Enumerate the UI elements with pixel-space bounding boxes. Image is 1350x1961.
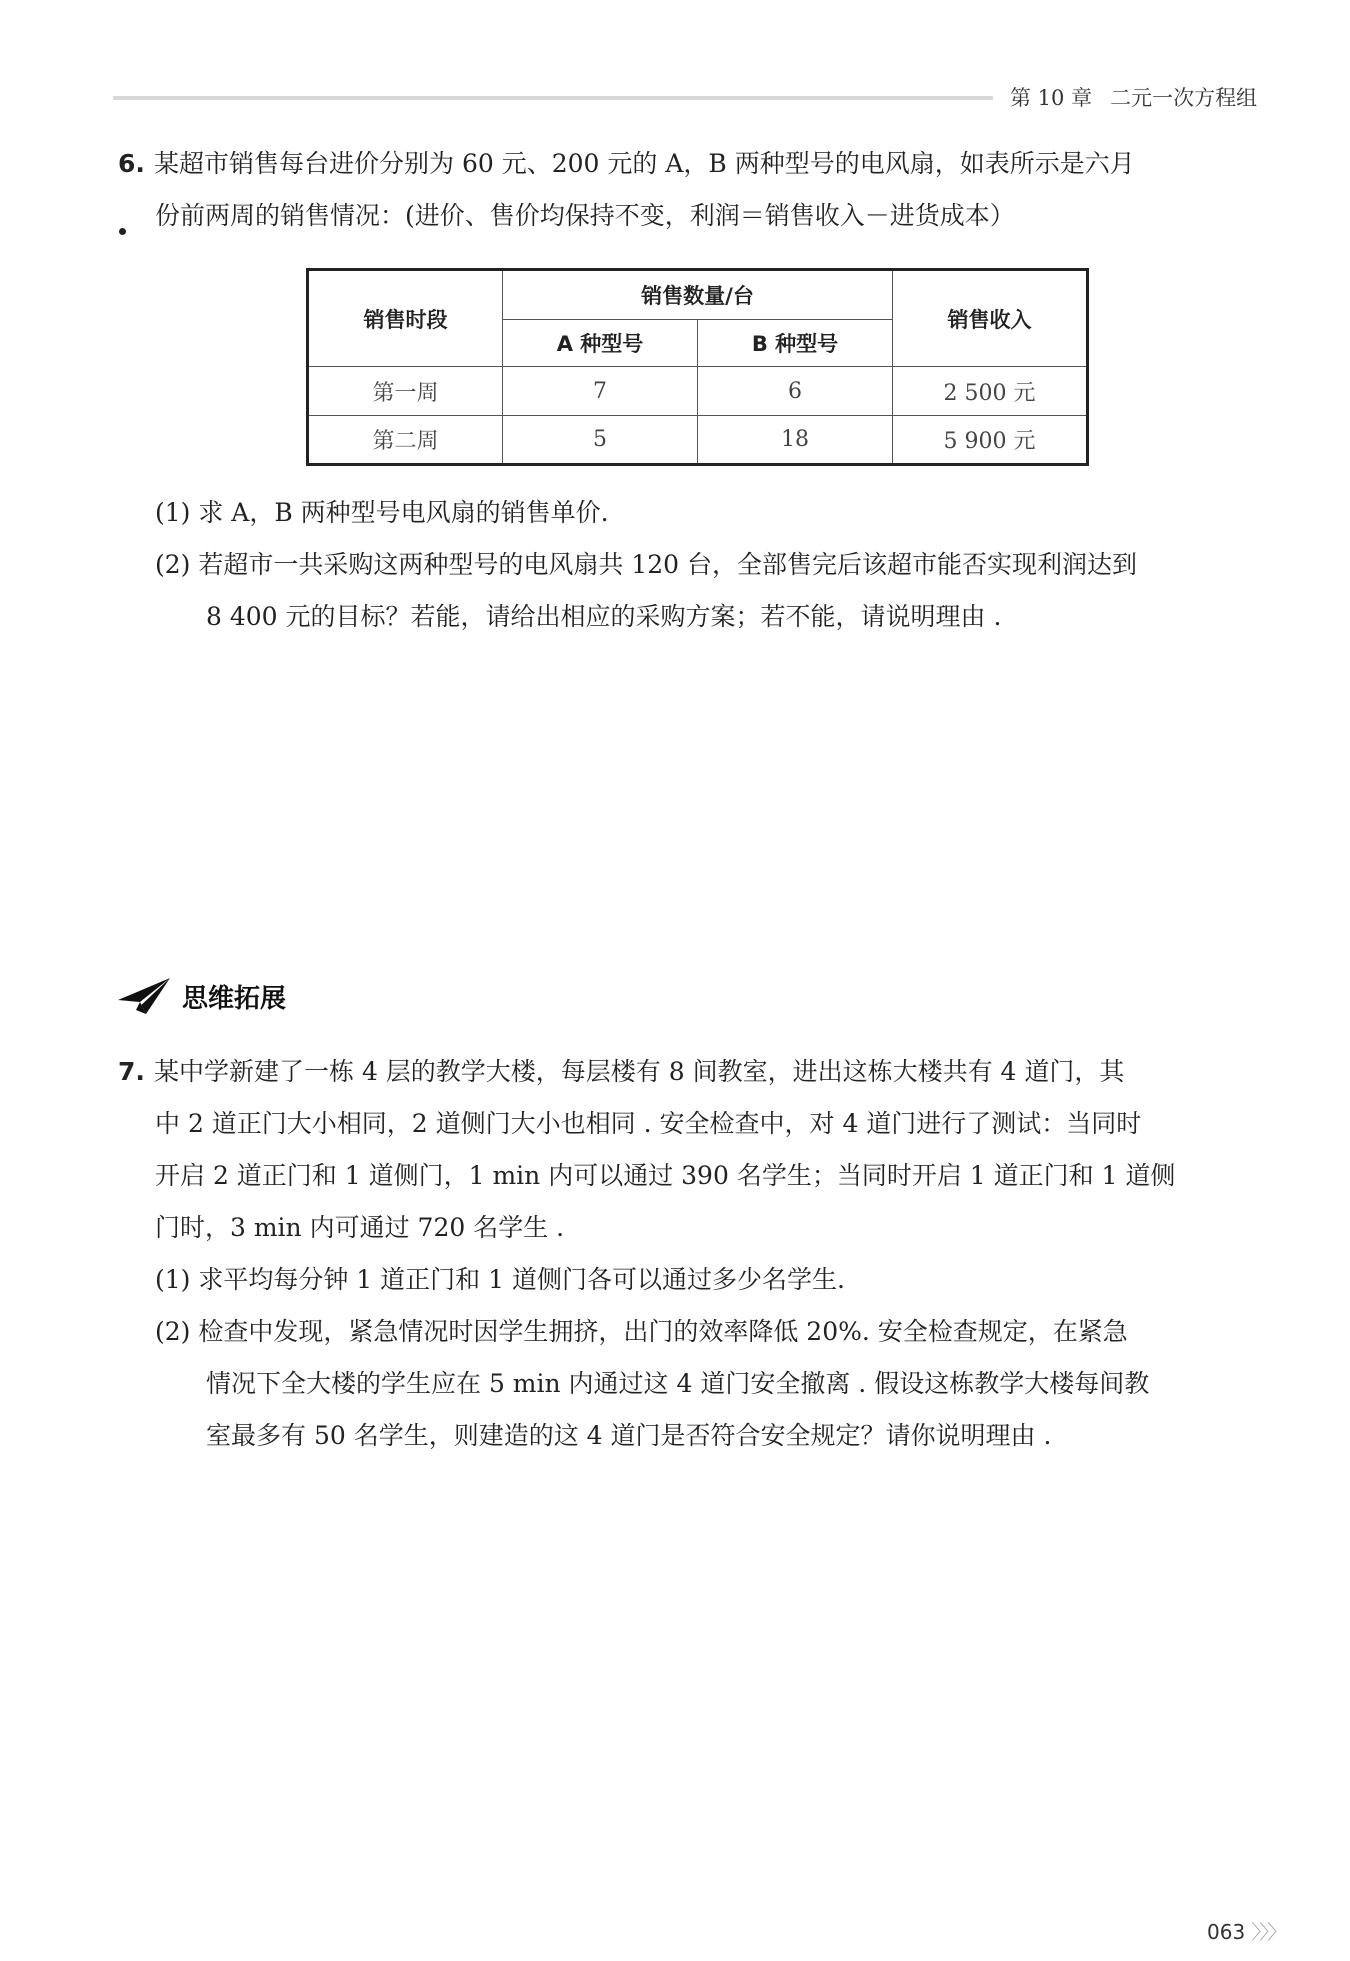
header-period: 销售时段	[308, 270, 503, 367]
problem-7-text-4: 门时，3 min 内可通过 720 名学生 .	[155, 1213, 565, 1242]
cell-period: 第一周	[308, 367, 503, 416]
problem-6-questions	[118, 487, 1248, 643]
question-2: (2) 若超市一共采购这两种型号的电风扇共 120 台，全部售完后该超市能否实现利润达到	[155, 550, 1137, 579]
sales-table	[306, 268, 1089, 466]
problem-7	[118, 1046, 1248, 1462]
chevron-right-icon: 〉〉〉	[1251, 1920, 1286, 1944]
cell-income: 5 900 元	[893, 416, 1088, 465]
header-quantity: 销售数量/台	[503, 270, 893, 320]
paper-plane-icon	[116, 976, 172, 1016]
question-2: (2) 检查中发现，紧急情况时因学生拥挤，出门的效率降低 20%. 安全检查规定，在紧急	[155, 1317, 1128, 1346]
section-header	[116, 972, 416, 1022]
cell-income: 2 500 元	[893, 367, 1088, 416]
bullet-dot	[119, 228, 126, 235]
header-type-a: A 种型号	[503, 320, 698, 367]
problem-6-text-1: 某超市销售每台进价分别为 60 元、200 元的 A，B 两种型号的电风扇，如表所示是六月	[154, 149, 1135, 178]
question-2-continued: 室最多有 50 名学生，则建造的这 4 道门是否符合安全规定？请你说明理由 .	[206, 1421, 1052, 1450]
running-header	[1010, 82, 1258, 112]
table-row	[308, 416, 1088, 465]
problem-6-text-2: 份前两周的销售情况：(进价、售价均保持不变，利润＝销售收入－进货成本）	[155, 201, 1015, 230]
page-number-value: 063	[1207, 1920, 1246, 1944]
chapter-title: 二元一次方程组	[1110, 86, 1258, 110]
header-type-b: B 种型号	[698, 320, 893, 367]
header-income: 销售收入	[893, 270, 1088, 367]
table-row	[308, 367, 1088, 416]
question-1: (1) 求 A，B 两种型号电风扇的销售单价.	[155, 498, 609, 527]
problem-7-text-3: 开启 2 道正门和 1 道侧门，1 min 内可以通过 390 名学生；当同时开启 1 道正门和 1 道侧	[155, 1161, 1176, 1190]
problem-7-text-2: 中 2 道正门大小相同，2 道侧门大小也相同 . 安全检查中，对 4 道门进行了测试：当同时	[155, 1109, 1142, 1138]
cell-period: 第二周	[308, 416, 503, 465]
cell-b: 6	[698, 367, 893, 416]
problem-7-line-1	[118, 1046, 1248, 1098]
problem-6	[118, 138, 1248, 242]
question-1: (1) 求平均每分钟 1 道正门和 1 道侧门各可以通过多少名学生.	[155, 1265, 845, 1294]
page-number	[1207, 1916, 1285, 1945]
section-title: 思维拓展	[182, 984, 287, 1014]
problem-7-text-1: 某中学新建了一栋 4 层的教学大楼，每层楼有 8 间教室，进出这栋大楼共有 4 道门，其	[154, 1057, 1125, 1086]
cell-b: 18	[698, 416, 893, 465]
cell-a: 5	[503, 416, 698, 465]
cell-a: 7	[503, 367, 698, 416]
problem-7-number: 7.	[118, 1057, 145, 1086]
header-rule	[113, 96, 993, 100]
table-header-row	[308, 270, 1088, 320]
question-2-continued: 8 400 元的目标？若能，请给出相应的采购方案；若不能，请说明理由 .	[206, 602, 1002, 631]
problem-6-number: 6.	[118, 149, 145, 178]
question-2-continued: 情况下全大楼的学生应在 5 min 内通过这 4 道门安全撤离 . 假设这栋教学大楼每间教	[206, 1369, 1150, 1398]
chapter-number: 第 10 章	[1010, 86, 1093, 110]
problem-6-line-1	[118, 138, 1248, 190]
